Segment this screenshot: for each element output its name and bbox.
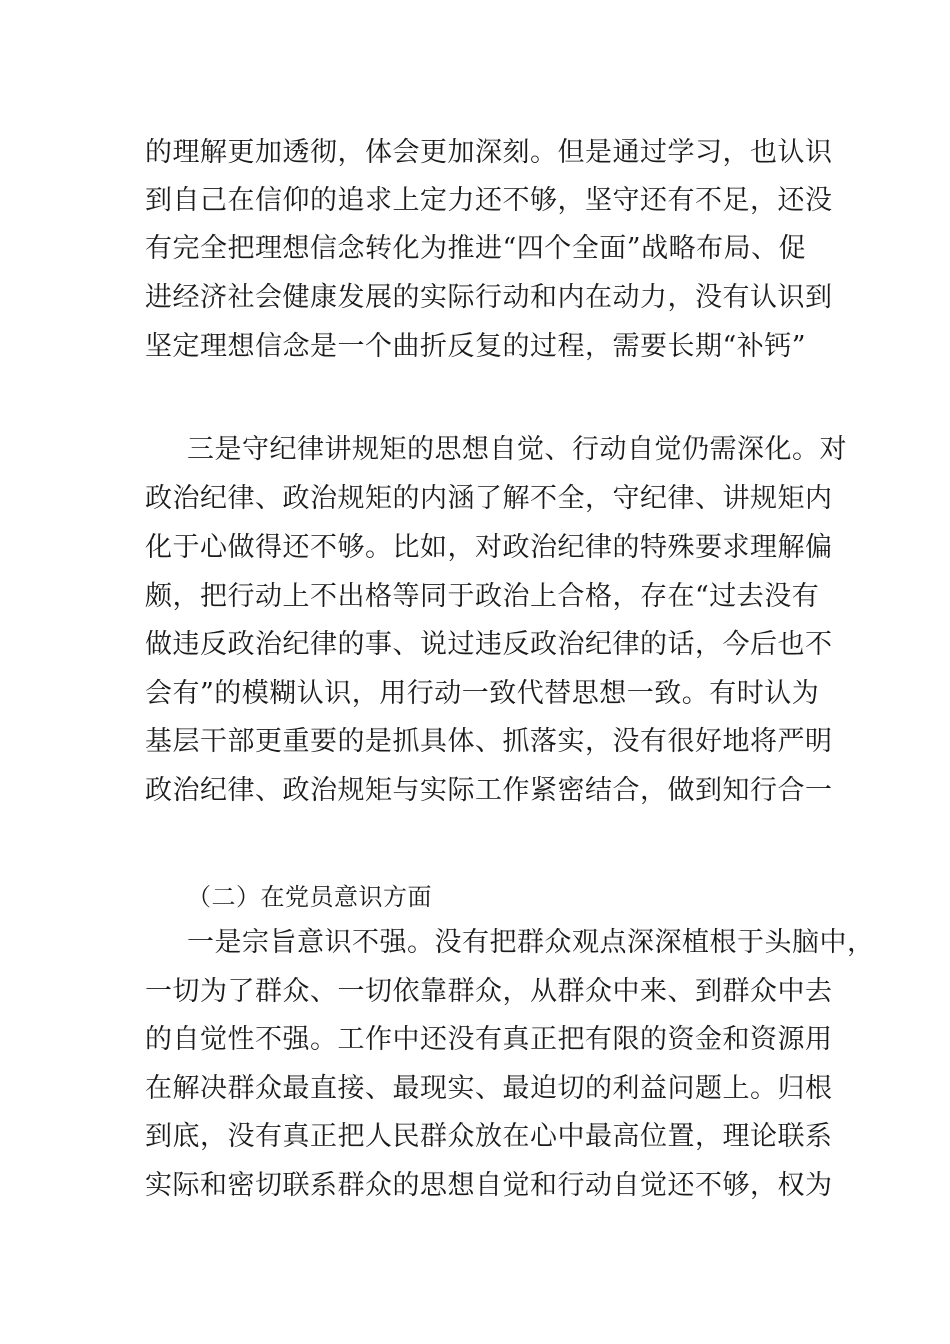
paragraph-3-line-4: 在解决群众最直接、最现实、最迫切的利益问题上。归根 bbox=[145, 1073, 833, 1104]
paragraph-3-line-6: 实际和密切联系群众的思想自觉和行动自觉还不够，权为 bbox=[145, 1170, 833, 1201]
paragraph-2-line-3: 化于心做得还不够。比如，对政治纪律的特殊要求理解偏 bbox=[145, 532, 833, 563]
paragraph-2-line-4: 颇，把行动上不出格等同于政治上合格，存在“过去没有 bbox=[145, 581, 820, 612]
paragraph-2-line-5: 做违反政治纪律的事、说过违反政治纪律的话，今后也不 bbox=[145, 629, 833, 660]
paragraph-3-line-3: 的自觉性不强。工作中还没有真正把有限的资金和资源用 bbox=[145, 1024, 833, 1055]
paragraph-1-line-1: 的理解更加透彻，体会更加深刻。但是通过学习，也认识 bbox=[145, 137, 833, 168]
section-heading: （二）在党员意识方面 bbox=[187, 883, 432, 911]
paragraph-1-line-2: 到自己在信仰的追求上定力还不够，坚守还有不足，还没 bbox=[145, 185, 833, 216]
paragraph-3-line-2: 一切为了群众、一切依靠群众，从群众中来、到群众中去 bbox=[145, 976, 833, 1007]
paragraph-2-line-1: 三是守纪律讲规矩的思想自觉、行动自觉仍需深化。对 bbox=[187, 434, 847, 465]
paragraph-1-line-4: 进经济社会健康发展的实际行动和内在动力，没有认识到 bbox=[145, 282, 833, 313]
paragraph-1-line-3: 有完全把理想信念转化为推进“四个全面”战略布局、促 bbox=[145, 233, 807, 264]
paragraph-2-line-2: 政治纪律、政治规矩的内涵了解不全，守纪律、讲规矩内 bbox=[145, 483, 833, 514]
paragraph-3-line-5: 到底，没有真正把人民群众放在心中最高位置，理论联系 bbox=[145, 1121, 833, 1152]
paragraph-2-line-8: 政治纪律、政治规矩与实际工作紧密结合，做到知行合一 bbox=[145, 775, 833, 806]
paragraph-3-line-1: 一是宗旨意识不强。没有把群众观点深深植根于头脑中， bbox=[187, 927, 875, 958]
paragraph-1-line-5: 坚定理想信念是一个曲折反复的过程，需要长期“补钙” bbox=[145, 331, 807, 362]
paragraph-2-line-7: 基层干部更重要的是抓具体、抓落实，没有很好地将严明 bbox=[145, 726, 833, 757]
paragraph-2-line-6: 会有”的模糊认识，用行动一致代替思想一致。有时认为 bbox=[145, 678, 820, 709]
